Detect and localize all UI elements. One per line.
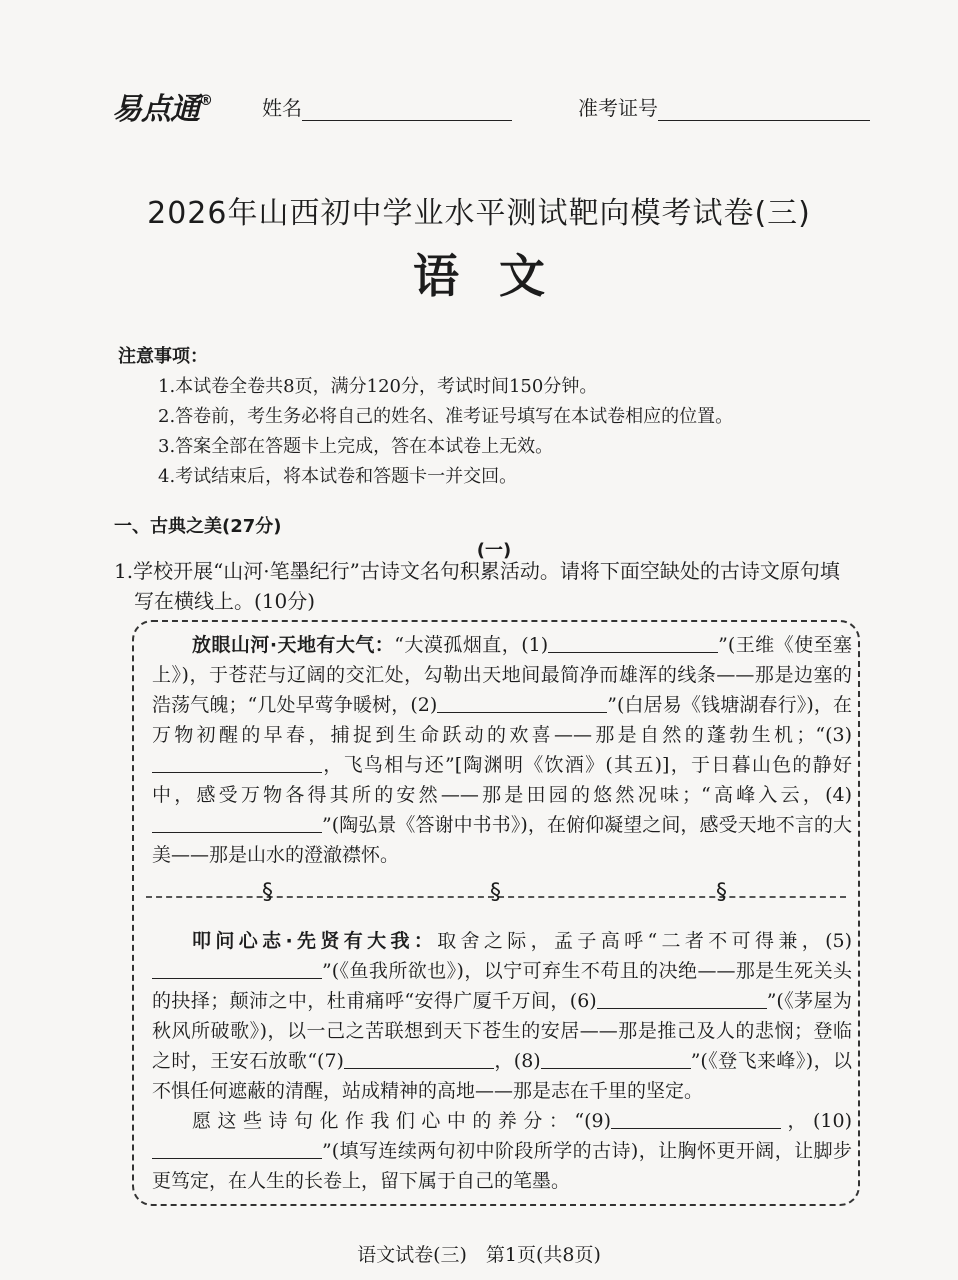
exam-id-field[interactable] (578, 92, 870, 121)
note-item: 4.考试结束后，将本试卷和答题卡一并交回。 (158, 466, 518, 487)
curl-ornament: § (262, 880, 273, 905)
note-item: 1.本试卷全卷共8页，满分120分，考试时间150分钟。 (158, 376, 598, 397)
name-label: 姓名 (262, 96, 302, 120)
blank-7[interactable] (344, 1050, 494, 1069)
question-line: 写在横线上。(10分) (134, 589, 316, 613)
blank-10[interactable] (152, 1140, 322, 1159)
blank-8[interactable] (541, 1050, 691, 1069)
part-heading: (一) (476, 540, 512, 561)
note-item: 2.答卷前，考生务必将自己的姓名、准考证号填写在本试卷相应的位置。 (158, 406, 734, 427)
page-footer: 语文试卷(三) 第1页(共8页) (357, 1244, 601, 1266)
section-heading: 一、古典之美(27分) (114, 516, 282, 537)
exam-title: 2026年山西初中学业水平测试靶向模考试卷(三) (147, 196, 811, 231)
blank-3[interactable] (152, 754, 322, 773)
blank-9[interactable] (611, 1110, 781, 1129)
paragraph-title: 放眼山河·天地有大气： (192, 634, 395, 656)
paragraph-closing: 愿这些诗句化作我们心中的养分：“(9) ，(10)”(填写连续两句初中阶段所学的古诗)，让胸怀更开阔，让脚步更笃定，在人生的长卷上，留下属于自己的笔墨。 (152, 1110, 852, 1192)
question-line: 1.学校开展“山河·笔墨纪行”古诗文名句积累活动。请将下面空缺处的古诗文原句填 (114, 559, 840, 583)
curl-ornament: § (490, 880, 501, 905)
paragraph-sages: 叩问心志·先贤有大我：取舍之际，孟子高呼“二者不可得兼，(5)”(《鱼我所欲也》)，以宁可弃生不苟且的决绝——那是生死关头的抉择；颠沛之中，杜甫痛呼“安得广厦千万间，(6) ”(《茅屋为秋风所破歌》)，以一己之苦联想到天下苍生的安居——那是推己及人的悲悯；登临之时，王安石放歌“(7) ，(8) ”(《登飞来峰》)，以不惧任何遮蔽的清醒，站成精神的高地——那是志在千里的坚定。 (152, 930, 852, 1102)
exam-id-label: 准考证号 (578, 96, 658, 120)
notes-heading: 注意事项： (118, 346, 208, 367)
curl-ornament: § (716, 880, 727, 905)
blank-2[interactable] (437, 694, 607, 713)
subject-title: 语文 (413, 249, 585, 303)
name-line[interactable] (302, 98, 512, 121)
blank-5[interactable] (152, 960, 322, 979)
publisher-logo: 易点通® (112, 92, 212, 127)
name-field[interactable] (262, 92, 512, 121)
question-1 (114, 556, 894, 616)
paragraph-title: 叩问心志·先贤有大我： (192, 930, 438, 952)
exam-id-line[interactable] (658, 98, 870, 121)
paragraph-landscape: 放眼山河·天地有大气：“大漠孤烟直，(1) ”(王维《使至塞上》)，于苍茫与辽阔的交汇处，勾勒出天地间最简净而雄浑的线条——那是边塞的浩荡气魄；“几处早莺争暖树，(2) ”(白居易《钱塘湖春行》)，在万物初醒的早春，捕捉到生命跃动的欢喜——那是自然的蓬勃生机；“(3)，飞鸟相与还”[陶渊明《饮酒》(其五)]，于日暮山色的静好中，感受万物各得其所的安然——那是田园的悠然况味；“高峰入云，(4)”(陶弘景《答谢中书书》)，在俯仰凝望之间，感受天地不言的大美——那是山水的澄澈襟怀。 (152, 634, 852, 866)
note-item: 3.答案全部在答题卡上完成，答在本试卷上无效。 (158, 436, 554, 457)
blank-6[interactable] (597, 990, 767, 1009)
blank-1[interactable] (548, 634, 718, 653)
blank-4[interactable] (152, 814, 322, 833)
